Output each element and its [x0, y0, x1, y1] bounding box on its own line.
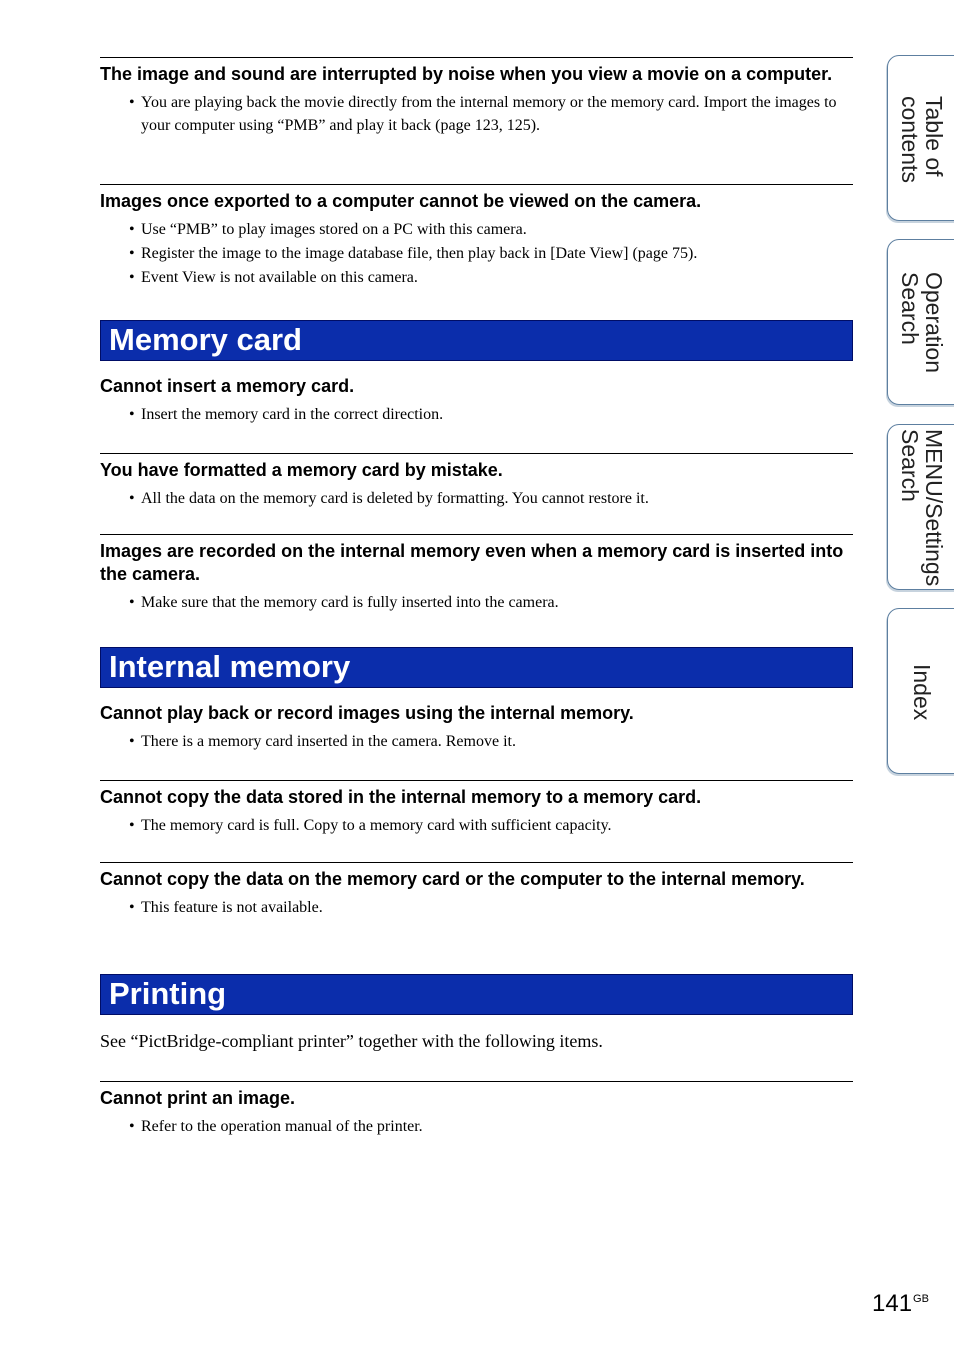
tab-label: MENU/Settings Search [897, 429, 947, 587]
list-item: • Event View is not available on this camera. [129, 266, 853, 289]
topic-cannot-copy-to-internal [100, 862, 853, 974]
topic-heading: Cannot copy the data on the memory card or the computer to the internal memory. [100, 869, 805, 889]
topic-formatted-by-mistake [100, 453, 853, 534]
topic-heading: The image and sound are interrupted by noise when you view a movie on a computer. [100, 64, 833, 84]
list-item: • Make sure that the memory card is fully inserted into the camera. [129, 591, 853, 614]
bullet-list [100, 91, 853, 137]
bullet-list [100, 403, 853, 426]
topic-heading: Cannot copy the data stored in the internal memory to a memory card. [100, 787, 702, 807]
topic-heading: Cannot play back or record images using the internal memory. [100, 703, 634, 723]
printing-intro: See “PictBridge-compliant printer” together with the following items. [100, 1031, 603, 1051]
tab-operation-search[interactable] [887, 239, 954, 405]
bullet-list [100, 1115, 853, 1138]
bullet-list [100, 487, 853, 510]
topic-heading: Images once exported to a computer cannot be viewed on the camera. [100, 191, 702, 211]
bullet-list [100, 730, 853, 753]
page-content [100, 57, 853, 1139]
tab-label: Operation Search [897, 272, 947, 374]
topic-cannot-insert [100, 361, 853, 453]
topic-recorded-internal [100, 534, 853, 647]
tab-menu-settings-search[interactable] [887, 424, 954, 590]
tab-label: Index [909, 663, 935, 721]
list-item: • Insert the memory card in the correct direction. [129, 403, 853, 426]
list-item: • Use “PMB” to play images stored on a PC with this camera. [129, 218, 853, 241]
bullet-list [100, 591, 853, 614]
section-title-internal-memory: Internal memory [100, 647, 853, 688]
list-item: • You are playing back the movie directly from the internal memory or the memory card. Import the images to your computer using “PMB” and play it back (page 123, 125). [129, 91, 853, 137]
list-item: • All the data on the memory card is deleted by formatting. You cannot restore it. [129, 487, 853, 510]
tab-table-of-contents[interactable] [887, 55, 954, 221]
topic-cannot-copy-to-card [100, 780, 853, 862]
list-item: • Refer to the operation manual of the printer. [129, 1115, 853, 1138]
bullet-list [100, 814, 853, 837]
list-item: • The memory card is full. Copy to a memory card with sufficient capacity. [129, 814, 853, 837]
topic-exported-images [100, 184, 853, 320]
tab-index[interactable] [887, 608, 954, 774]
section-title-printing: Printing [100, 974, 853, 1015]
bullet-list [100, 218, 853, 289]
list-item: • This feature is not available. [129, 896, 853, 919]
list-item: • There is a memory card inserted in the camera. Remove it. [129, 730, 853, 753]
topic-cannot-play-record [100, 688, 853, 780]
topic-heading: You have formatted a memory card by mistake. [100, 460, 503, 480]
list-item: • Register the image to the image database file, then play back in [Date View] (page 75). [129, 242, 853, 265]
topic-cannot-print [100, 1081, 853, 1138]
topic-noise-on-computer [100, 57, 853, 184]
page-number-suffix: GB [913, 1293, 929, 1305]
bullet-list [100, 896, 853, 919]
tab-label: Table of contents [897, 95, 947, 183]
section-title-memory-card: Memory card [100, 320, 853, 361]
topic-heading: Cannot print an image. [100, 1088, 296, 1108]
page-number [872, 1290, 929, 1318]
topic-heading: Cannot insert a memory card. [100, 376, 355, 396]
topic-heading: Images are recorded on the internal memory even when a memory card is inserted into the camera. [100, 541, 844, 584]
page-number-value: 141 [872, 1290, 913, 1317]
